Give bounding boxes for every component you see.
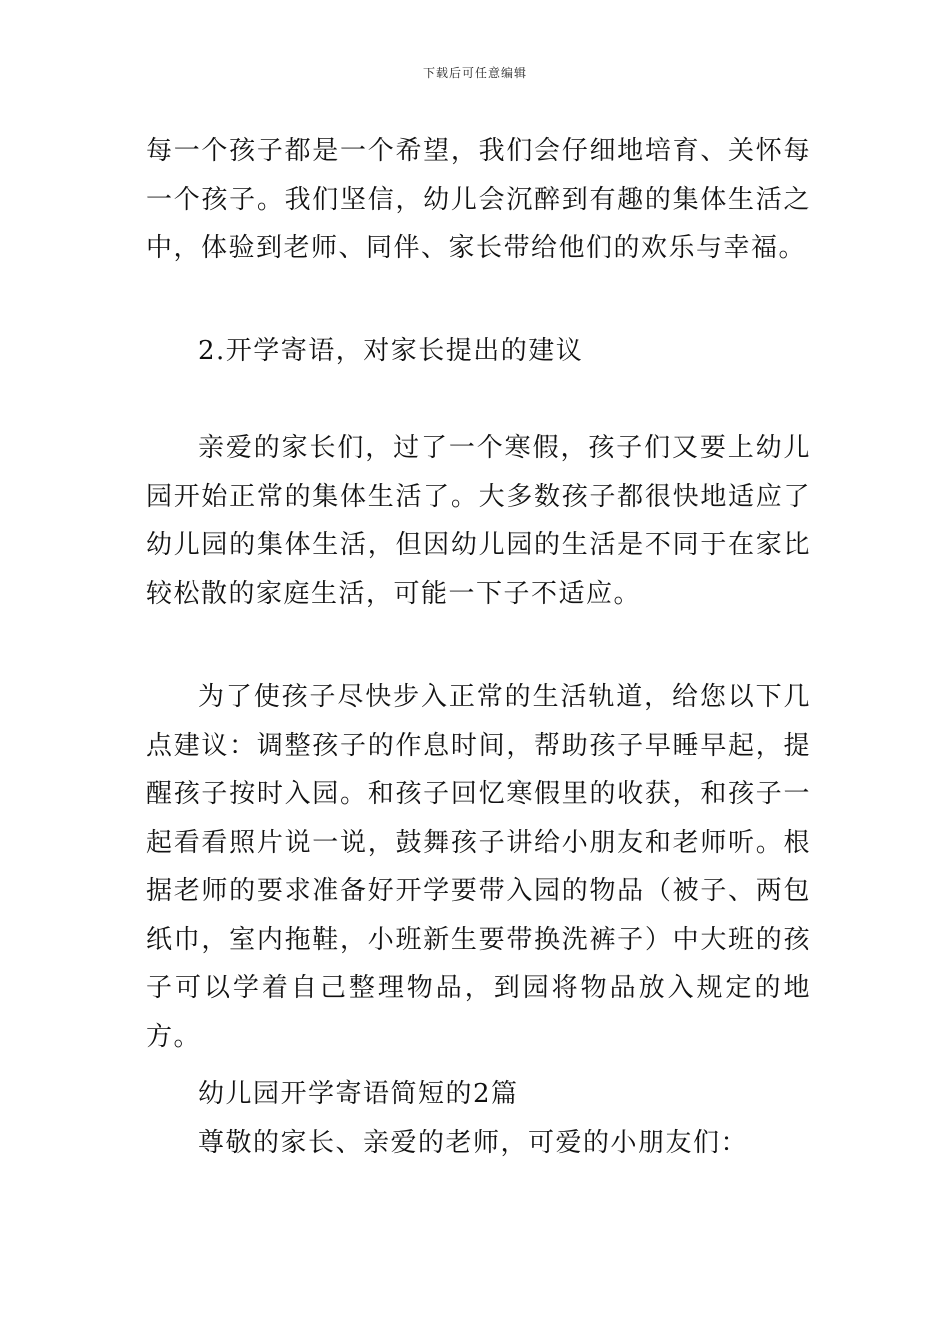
section-heading-2: 幼儿园开学寄语简短的2篇 (198, 1079, 519, 1109)
paragraph-3: 为了使孩子尽快步入正常的生活轨道，给您以下几点建议：调整孩子的作息时间，帮助孩子早睡早起，提醒孩子按时入园。和孩子回忆寒假里的收获，和孩子一起看看照片说一说，鼓舞孩子讲给小朋友和老师听。根据老师的要求准备好开学要带入园的物品（被子、两包纸巾，室内拖鞋，小班新生要带换洗裤子）中大班的孩子可以学着自己整理物品，到园将物品放入规定的地方。 (146, 682, 811, 1052)
header-note: 下载后可任意编辑 (422, 66, 527, 80)
paragraph-2: 亲爱的家长们，过了一个寒假，孩子们又要上幼儿园开始正常的集体生活了。大多数孩子都很快地适应了幼儿园的集体生活，但因幼儿园的生活是不同于在家比较松散的家庭生活，可能一下子不适应。 (146, 433, 811, 609)
paragraph-4: 尊敬的家长、亲爱的老师，可爱的小朋友们： (198, 1128, 749, 1158)
paragraph-1: 每一个孩子都是一个希望，我们会仔细地培育、关怀每一个孩子。我们坚信，幼儿会沉醉到有趣的集体生活之中，体验到老师、同伴、家长带给他们的欢乐与幸福。 (146, 136, 811, 263)
section-heading-1: 2.开学寄语，对家长提出的建议 (198, 336, 584, 366)
